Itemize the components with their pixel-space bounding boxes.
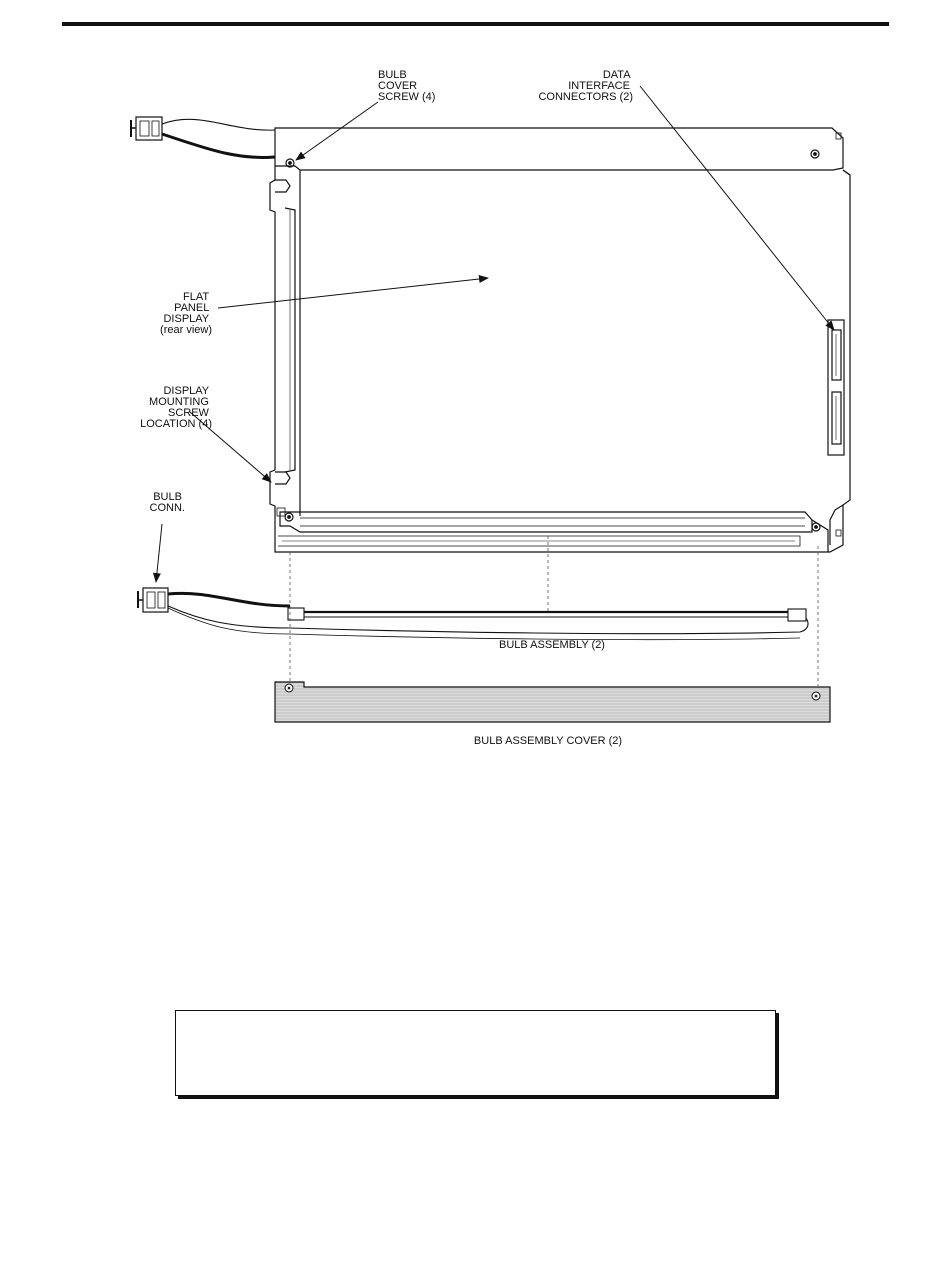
label-bulb-assembly-cover: BULB ASSEMBLY COVER (2) (473, 735, 623, 747)
bulb-assembly (138, 588, 808, 640)
top-bulb-cable (131, 117, 275, 157)
label-bulb-cover-screw: BULB COVER SCREW (4) (378, 69, 436, 103)
leader-lines (156, 86, 834, 582)
data-interface-connector-lower (832, 392, 841, 444)
top-bulb-cover-strip (275, 128, 843, 170)
label-display-mounting-screw: DISPLAY MOUNTING SCREW LOCATION (4) (140, 385, 212, 430)
label-bulb-assembly: BULB ASSEMBLY (2) (499, 639, 605, 651)
flat-panel-display (270, 128, 850, 552)
caption-box (175, 1010, 776, 1096)
leader-data-interface-connectors (640, 86, 834, 330)
data-interface-connector-upper (832, 330, 841, 380)
label-bulb-conn: BULB CONN. (149, 491, 185, 514)
label-data-interface-connectors: DATA INTERFACE CONNECTORS (2) (538, 69, 633, 103)
label-flat-panel-display: FLAT PANEL DISPLAY (rear view) (160, 291, 212, 336)
leader-flat-panel-display (218, 278, 488, 308)
leader-bulb-cover-screw (296, 102, 378, 160)
bulb-assembly-cover (275, 682, 830, 722)
leader-bulb-conn (156, 524, 162, 582)
bottom-bulb-channel (280, 512, 812, 532)
bulb-assembly-right-end (788, 609, 806, 621)
